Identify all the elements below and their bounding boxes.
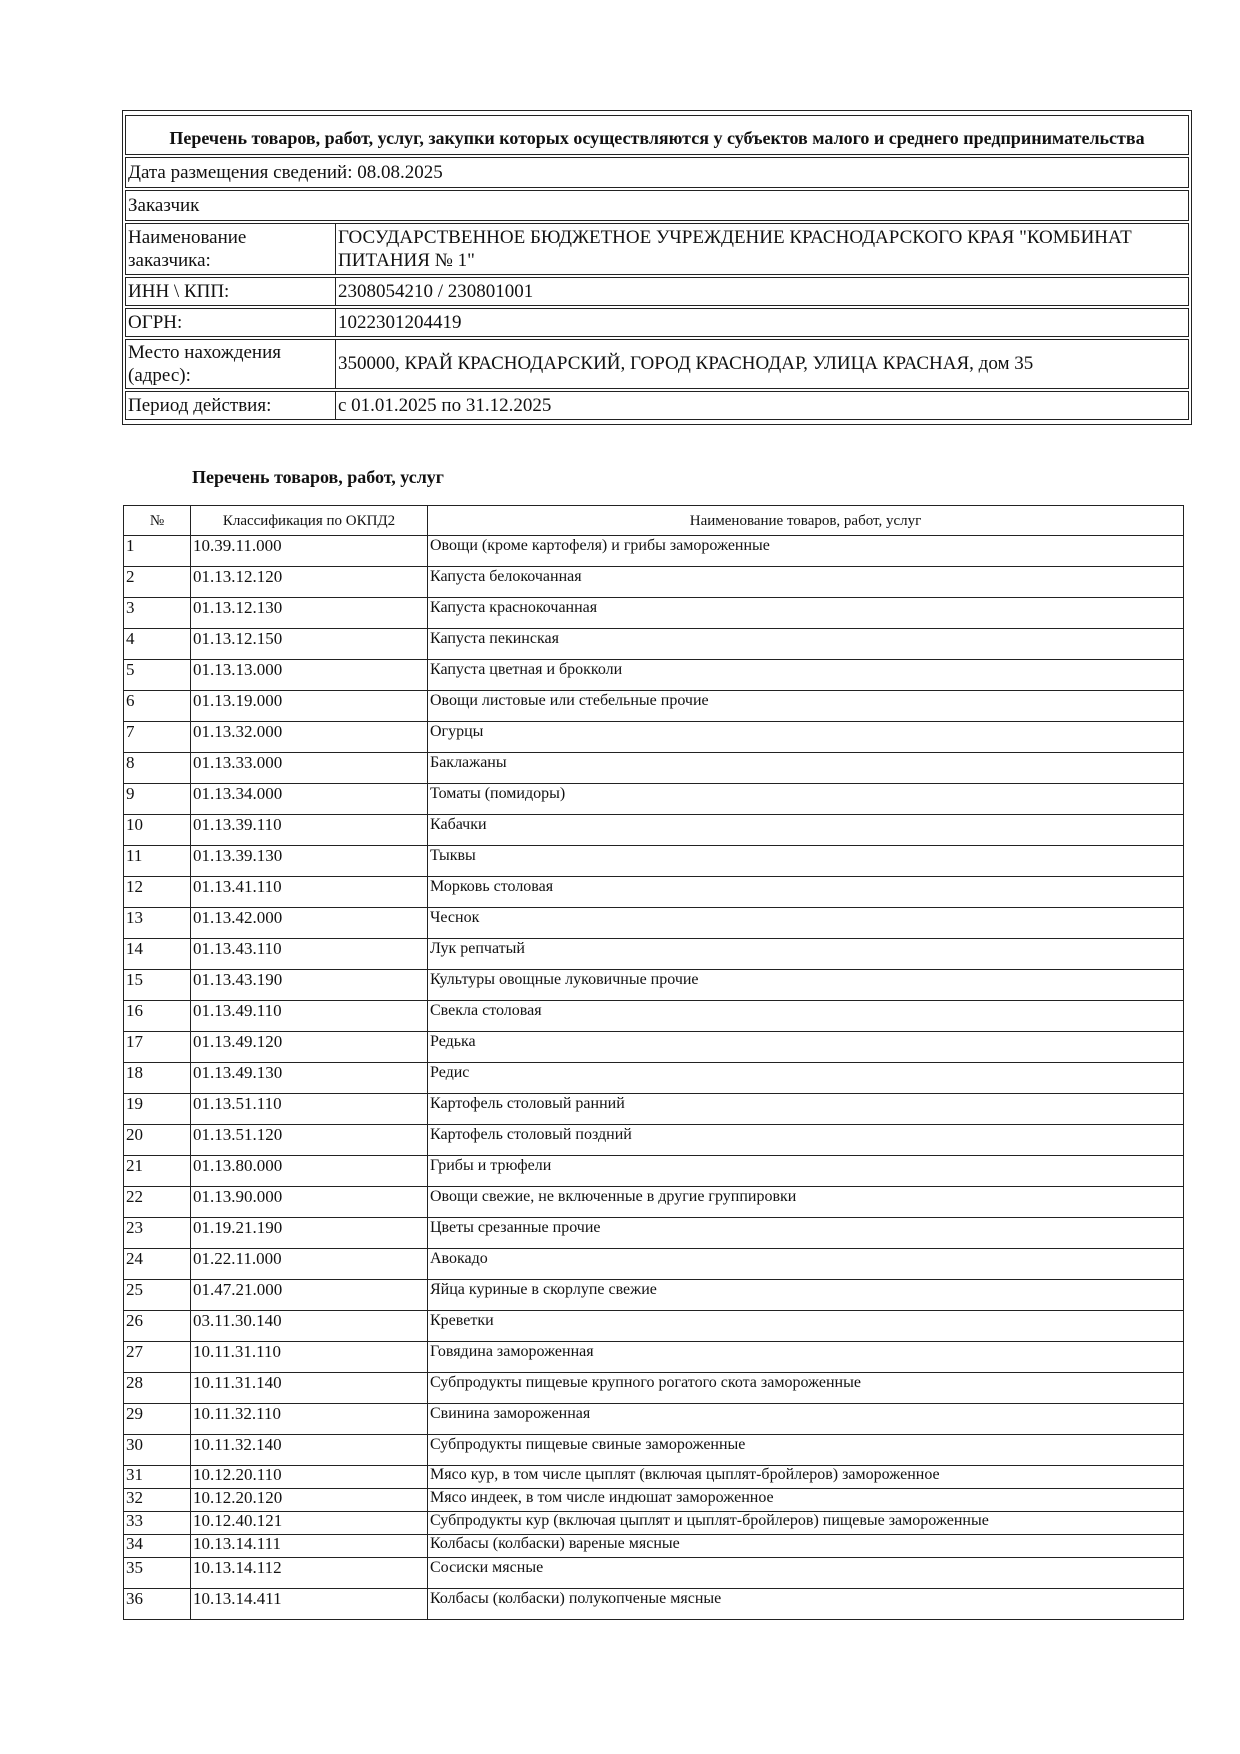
goods-list-title: Перечень товаров, работ, услуг (192, 467, 444, 487)
inn-kpp-value: 2308054210 / 230801001 (336, 277, 1189, 306)
table-row (124, 970, 1184, 1001)
item-name: Свинина замороженная (428, 1404, 1184, 1435)
okpd2-code: 01.13.41.110 (191, 877, 428, 908)
table-row (124, 1249, 1184, 1280)
item-name: Авокадо (428, 1249, 1184, 1280)
okpd2-code: 10.12.40.121 (191, 1512, 428, 1535)
item-name: Овощи свежие, не включенные в другие группировки (428, 1187, 1184, 1218)
okpd2-code: 10.13.14.112 (191, 1558, 428, 1589)
okpd2-code: 01.13.19.000 (191, 691, 428, 722)
row-number: 20 (124, 1125, 191, 1156)
okpd2-code: 10.11.32.140 (191, 1435, 428, 1466)
row-number: 36 (124, 1589, 191, 1620)
item-name: Морковь столовая (428, 877, 1184, 908)
table-row (124, 629, 1184, 660)
okpd2-code: 01.13.39.130 (191, 846, 428, 877)
item-name: Субпродукты кур (включая цыплят и цыплят-бройлеров) пищевые замороженные (428, 1512, 1184, 1535)
row-number: 5 (124, 660, 191, 691)
item-name: Мясо кур, в том числе цыплят (включая цыплят-бройлеров) замороженное (428, 1466, 1184, 1489)
row-number: 2 (124, 567, 191, 598)
okpd2-code: 01.13.51.120 (191, 1125, 428, 1156)
table-row (124, 1280, 1184, 1311)
table-row (124, 1435, 1184, 1466)
row-number: 21 (124, 1156, 191, 1187)
table-row (124, 1094, 1184, 1125)
okpd2-code: 01.13.49.130 (191, 1063, 428, 1094)
item-name: Субпродукты пищевые крупного рогатого скота замороженные (428, 1373, 1184, 1404)
customer-name-value: ГОСУДАРСТВЕННОЕ БЮДЖЕТНОЕ УЧРЕЖДЕНИЕ КРАСНОДАРСКОГО КРАЯ "КОМБИНАТ ПИТАНИЯ № 1" (336, 223, 1189, 275)
item-name: Томаты (помидоры) (428, 784, 1184, 815)
row-number: 15 (124, 970, 191, 1001)
okpd2-code: 01.13.34.000 (191, 784, 428, 815)
table-row (124, 1311, 1184, 1342)
item-name: Чеснок (428, 908, 1184, 939)
item-name: Капуста цветная и брокколи (428, 660, 1184, 691)
row-number: 31 (124, 1466, 191, 1489)
table-row (124, 1032, 1184, 1063)
item-name: Культуры овощные луковичные прочие (428, 970, 1184, 1001)
table-row (124, 1373, 1184, 1404)
okpd2-code: 01.13.51.110 (191, 1094, 428, 1125)
table-row (124, 1125, 1184, 1156)
table-row (124, 567, 1184, 598)
item-name: Редька (428, 1032, 1184, 1063)
okpd2-code: 01.13.33.000 (191, 753, 428, 784)
row-number: 11 (124, 846, 191, 877)
row-number: 35 (124, 1558, 191, 1589)
item-name: Картофель столовый ранний (428, 1094, 1184, 1125)
row-number: 18 (124, 1063, 191, 1094)
item-name: Цветы срезанные прочие (428, 1218, 1184, 1249)
item-name: Картофель столовый поздний (428, 1125, 1184, 1156)
okpd2-code: 01.13.12.130 (191, 598, 428, 629)
row-number: 33 (124, 1512, 191, 1535)
item-name: Кабачки (428, 815, 1184, 846)
table-row (124, 691, 1184, 722)
item-name: Тыквы (428, 846, 1184, 877)
table-row (124, 1489, 1184, 1512)
row-number: 17 (124, 1032, 191, 1063)
item-name: Грибы и трюфели (428, 1156, 1184, 1187)
customer-name-label: Наименование заказчика: (125, 223, 336, 275)
ogrn-label: ОГРН: (125, 308, 336, 337)
table-row (124, 660, 1184, 691)
okpd2-code: 01.13.42.000 (191, 908, 428, 939)
okpd2-code: 10.11.31.110 (191, 1342, 428, 1373)
row-number: 8 (124, 753, 191, 784)
item-name: Баклажаны (428, 753, 1184, 784)
customer-info-table (125, 113, 1189, 422)
row-number: 12 (124, 877, 191, 908)
okpd2-code: 10.12.20.120 (191, 1489, 428, 1512)
row-number: 19 (124, 1094, 191, 1125)
table-row (124, 598, 1184, 629)
address-label: Место нахождения (адрес): (125, 339, 336, 389)
period-label: Период действия: (125, 391, 336, 420)
period-value: с 01.01.2025 по 31.12.2025 (336, 391, 1189, 420)
row-number: 10 (124, 815, 191, 846)
customer-section-label: Заказчик (125, 190, 1189, 221)
row-number: 3 (124, 598, 191, 629)
table-row (124, 1512, 1184, 1535)
row-number: 26 (124, 1311, 191, 1342)
item-name: Колбасы (колбаски) вареные мясные (428, 1535, 1184, 1558)
item-name: Редис (428, 1063, 1184, 1094)
table-row (124, 1187, 1184, 1218)
item-name: Мясо индеек, в том числе индюшат замороженное (428, 1489, 1184, 1512)
row-number: 32 (124, 1489, 191, 1512)
row-number: 9 (124, 784, 191, 815)
table-row (124, 939, 1184, 970)
row-number: 24 (124, 1249, 191, 1280)
table-row (124, 1156, 1184, 1187)
table-row (124, 846, 1184, 877)
table-row (124, 1342, 1184, 1373)
ogrn-value: 1022301204419 (336, 308, 1189, 337)
item-name: Сосиски мясные (428, 1558, 1184, 1589)
okpd2-code: 10.13.14.411 (191, 1589, 428, 1620)
document-title: Перечень товаров, работ, услуг, закупки которых осуществляются у субъектов малого и среднего предпринимательства (125, 115, 1189, 155)
table-row (124, 784, 1184, 815)
table-row (124, 1063, 1184, 1094)
table-row (124, 1404, 1184, 1435)
row-number: 34 (124, 1535, 191, 1558)
table-row (124, 536, 1184, 567)
okpd2-code: 01.13.13.000 (191, 660, 428, 691)
row-number: 16 (124, 1001, 191, 1032)
okpd2-code: 01.19.21.190 (191, 1218, 428, 1249)
table-row (124, 1218, 1184, 1249)
item-name: Огурцы (428, 722, 1184, 753)
row-number: 23 (124, 1218, 191, 1249)
table-row (124, 1001, 1184, 1032)
table-row (124, 722, 1184, 753)
okpd2-code: 03.11.30.140 (191, 1311, 428, 1342)
table-row (124, 1535, 1184, 1558)
item-name: Говядина замороженная (428, 1342, 1184, 1373)
okpd2-code: 01.13.43.110 (191, 939, 428, 970)
okpd2-code: 01.13.12.150 (191, 629, 428, 660)
row-number: 7 (124, 722, 191, 753)
column-header-okpd2: Классификация по ОКПД2 (191, 506, 428, 536)
okpd2-code: 01.47.21.000 (191, 1280, 428, 1311)
row-number: 27 (124, 1342, 191, 1373)
item-name: Свекла столовая (428, 1001, 1184, 1032)
item-name: Овощи (кроме картофеля) и грибы замороженные (428, 536, 1184, 567)
okpd2-code: 01.13.39.110 (191, 815, 428, 846)
okpd2-code: 01.13.80.000 (191, 1156, 428, 1187)
okpd2-code: 10.39.11.000 (191, 536, 428, 567)
table-row (124, 1558, 1184, 1589)
row-number: 30 (124, 1435, 191, 1466)
row-number: 25 (124, 1280, 191, 1311)
okpd2-code: 01.13.90.000 (191, 1187, 428, 1218)
row-number: 14 (124, 939, 191, 970)
table-row (124, 1589, 1184, 1620)
item-name: Субпродукты пищевые свиные замороженные (428, 1435, 1184, 1466)
item-name: Капуста белокочанная (428, 567, 1184, 598)
okpd2-code: 01.13.32.000 (191, 722, 428, 753)
goods-table (123, 505, 1184, 1620)
okpd2-code: 10.13.14.111 (191, 1535, 428, 1558)
item-name: Капуста краснокочанная (428, 598, 1184, 629)
okpd2-code: 10.11.32.110 (191, 1404, 428, 1435)
okpd2-code: 10.12.20.110 (191, 1466, 428, 1489)
row-number: 29 (124, 1404, 191, 1435)
item-name: Колбасы (колбаски) полукопченые мясные (428, 1589, 1184, 1620)
item-name: Овощи листовые или стебельные прочие (428, 691, 1184, 722)
row-number: 4 (124, 629, 191, 660)
item-name: Яйца куриные в скорлупе свежие (428, 1280, 1184, 1311)
table-row (124, 877, 1184, 908)
inn-kpp-label: ИНН \ КПП: (125, 277, 336, 306)
row-number: 22 (124, 1187, 191, 1218)
okpd2-code: 01.13.49.120 (191, 1032, 428, 1063)
goods-table-body (124, 536, 1184, 1620)
table-row (124, 1466, 1184, 1489)
row-number: 13 (124, 908, 191, 939)
table-row (124, 815, 1184, 846)
row-number: 28 (124, 1373, 191, 1404)
column-header-name: Наименование товаров, работ, услуг (428, 506, 1184, 536)
item-name: Креветки (428, 1311, 1184, 1342)
address-value: 350000, КРАЙ КРАСНОДАРСКИЙ, ГОРОД КРАСНОДАР, УЛИЦА КРАСНАЯ, дом 35 (336, 339, 1189, 389)
okpd2-code: 01.13.12.120 (191, 567, 428, 598)
customer-info-block (122, 110, 1192, 425)
okpd2-code: 10.11.31.140 (191, 1373, 428, 1404)
okpd2-code: 01.22.11.000 (191, 1249, 428, 1280)
table-row (124, 753, 1184, 784)
item-name: Лук репчатый (428, 939, 1184, 970)
table-row (124, 908, 1184, 939)
okpd2-code: 01.13.49.110 (191, 1001, 428, 1032)
publication-date: Дата размещения сведений: 08.08.2025 (125, 157, 1189, 188)
item-name: Капуста пекинская (428, 629, 1184, 660)
row-number: 1 (124, 536, 191, 567)
row-number: 6 (124, 691, 191, 722)
column-header-number: № (124, 506, 191, 536)
okpd2-code: 01.13.43.190 (191, 970, 428, 1001)
